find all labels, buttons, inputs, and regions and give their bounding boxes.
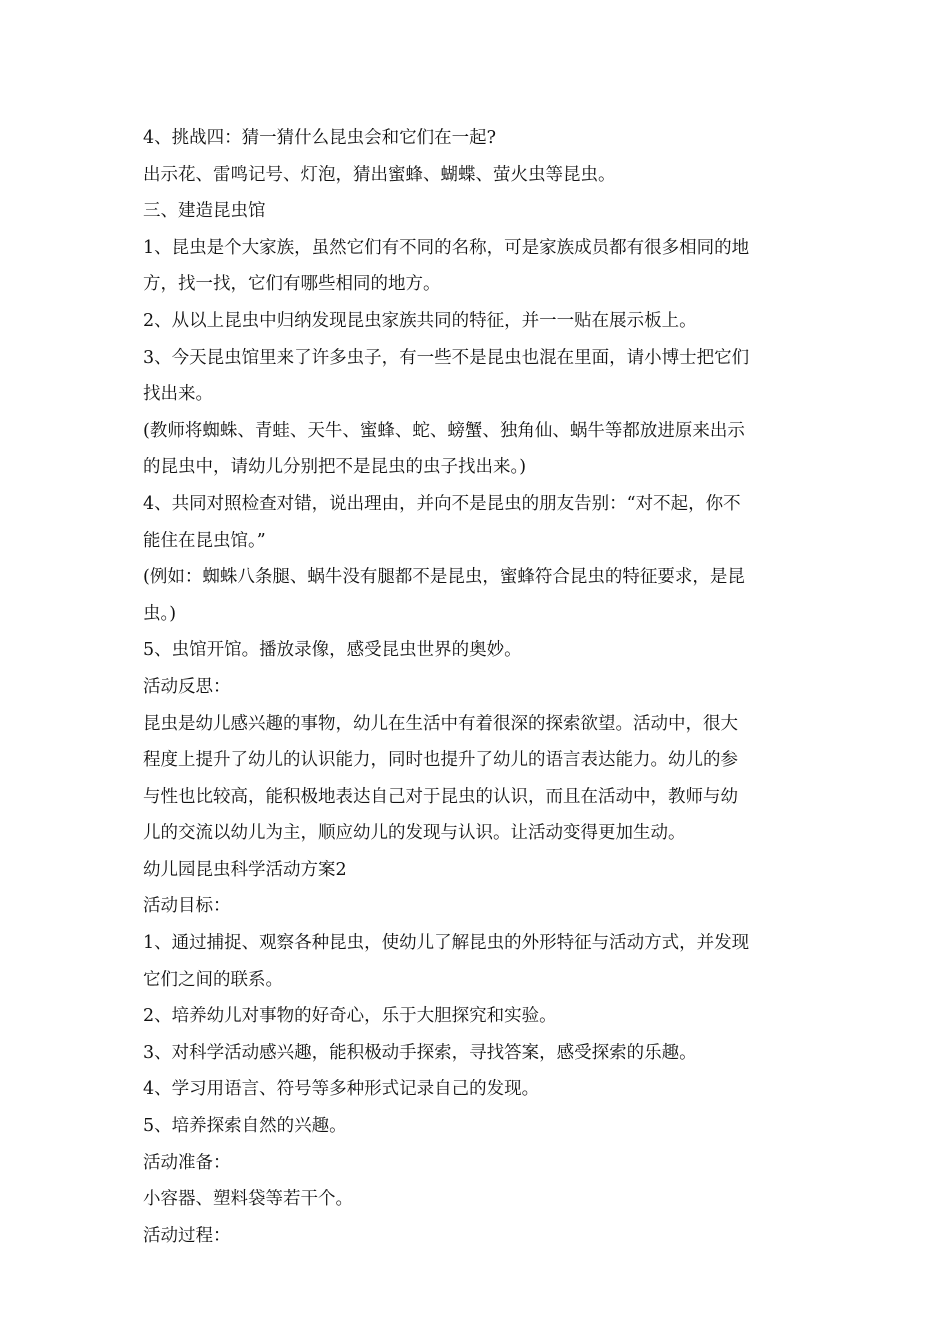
text-line: 程度上提升了幼儿的认识能力，同时也提升了幼儿的语言表达能力。幼儿的参 xyxy=(143,750,738,771)
text-line: 5、虫馆开馆。播放录像，感受昆虫世界的奥妙。 xyxy=(143,640,522,661)
text-line: 1、通过捕捉、观察各种昆虫，使幼儿了解昆虫的外形特征与活动方式，并发现 xyxy=(143,933,750,954)
section-heading: 活动反思： xyxy=(143,676,231,697)
text-line: 能住在昆虫馆。” xyxy=(143,530,266,551)
text-line: 出示花、雷鸣记号、灯泡，猜出蜜蜂、蝴蝶、萤火虫等昆虫。 xyxy=(143,164,616,185)
document-title: 幼儿园昆虫科学活动方案2 xyxy=(143,859,347,880)
section-heading: 三、建造昆虫馆 xyxy=(143,201,266,222)
text-line: 儿的交流以幼儿为主，顺应幼儿的发现与认识。让活动变得更加生动。 xyxy=(143,823,686,844)
text-line: 昆虫是幼儿感兴趣的事物，幼儿在生活中有着很深的探索欲望。活动中，很大 xyxy=(143,713,738,734)
text-line: 的昆虫中，请幼儿分别把不是昆虫的虫子找出来。) xyxy=(143,457,527,478)
text-line: 与性也比较高，能积极地表达自己对于昆虫的认识，而且在活动中，教师与幼 xyxy=(143,786,738,807)
text-line: 4、学习用语言、符号等多种形式记录自己的发现。 xyxy=(143,1079,540,1100)
text-line: 小容器、塑料袋等若干个。 xyxy=(143,1189,353,1210)
section-heading: 活动目标： xyxy=(143,896,231,917)
document-body xyxy=(143,120,808,1254)
text-line: 方，找一找，它们有哪些相同的地方。 xyxy=(143,274,441,295)
text-line: (教师将蜘蛛、青蛙、天牛、蜜蜂、蛇、螃蟹、独角仙、蜗牛等都放进原来出示 xyxy=(143,420,745,441)
text-line: 虫。) xyxy=(143,603,177,624)
text-line: 2、培养幼儿对事物的好奇心，乐于大胆探究和实验。 xyxy=(143,1006,557,1027)
text-line: 它们之间的联系。 xyxy=(143,969,283,990)
text-line: 4、挑战四：猜一猜什么昆虫会和它们在一起? xyxy=(143,128,497,148)
text-line: 找出来。 xyxy=(143,384,213,405)
text-line: 5、培养探索自然的兴趣。 xyxy=(143,1116,347,1137)
text-line: 1、昆虫是个大家族，虽然它们有不同的名称，可是家族成员都有很多相同的地 xyxy=(143,237,750,258)
section-heading: 活动准备： xyxy=(143,1152,231,1173)
section-heading: 活动过程： xyxy=(143,1225,231,1246)
text-line: 4、共同对照检查对错，说出理由，并向不是昆虫的朋友告别：“对不起，你不 xyxy=(143,493,741,514)
text-line: (例如：蜘蛛八条腿、蜗牛没有腿都不是昆虫，蜜蜂符合昆虫的特征要求，是昆 xyxy=(143,567,745,588)
text-line: 3、今天昆虫馆里来了许多虫子，有一些不是昆虫也混在里面，请小博士把它们 xyxy=(143,347,750,368)
text-line: 3、对科学活动感兴趣，能积极动手探索，寻找答案，感受探索的乐趣。 xyxy=(143,1042,697,1063)
text-line: 2、从以上昆虫中归纳发现昆虫家族共同的特征，并一一贴在展示板上。 xyxy=(143,310,697,331)
